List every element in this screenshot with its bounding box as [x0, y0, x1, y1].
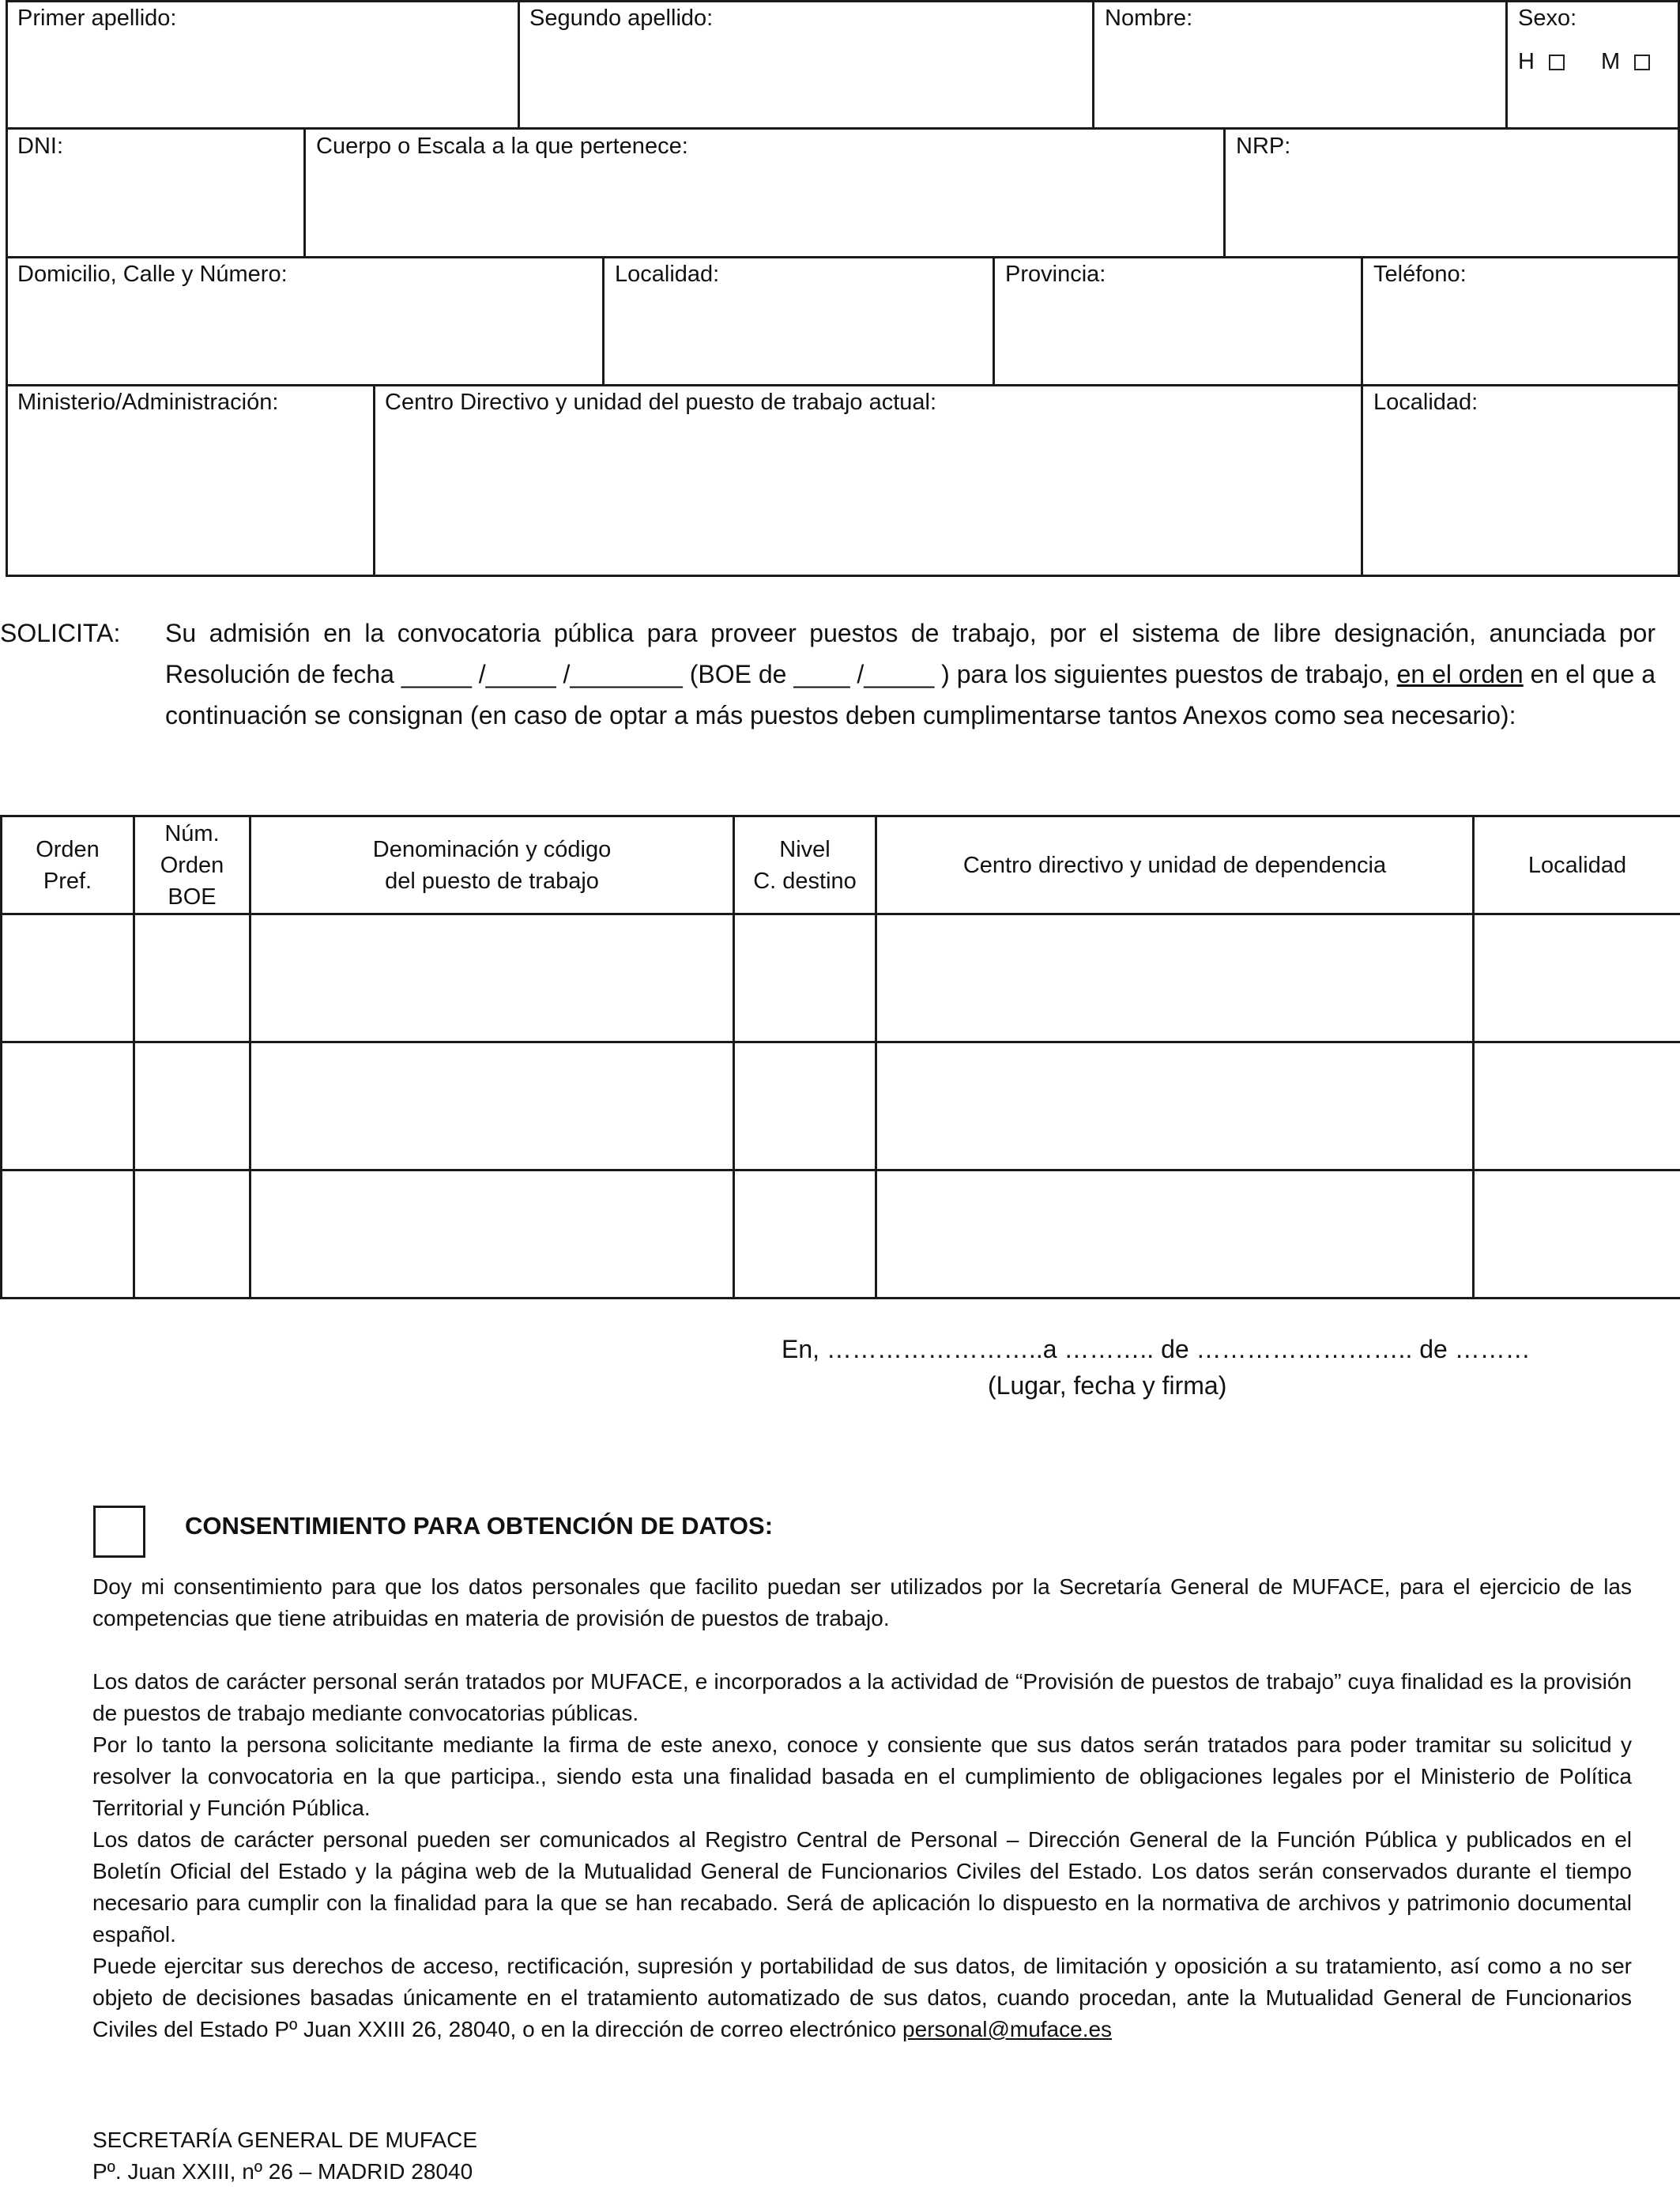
grid-line: [6, 0, 8, 577]
cell-localidad[interactable]: [1474, 914, 1680, 1042]
contact-email-link[interactable]: personal@muface.es: [902, 2017, 1113, 2041]
grid-line: [1505, 0, 1508, 128]
consent-rights-text: Puede ejercitar sus derechos de acceso, rectificación, supresión y portabilidad de sus datos, de limitación y oposición a su tratamiento, así como a no ser objeto de decisiones basadas únicamente en el tratamiento automatizado de sus datos, cuando procedan, ante la Mutualidad General de Funcionarios Civiles del Estado Pº Juan XXIII 26, 28040, o en la dirección de correo electrónico: [92, 1954, 1632, 2041]
table-row: [2, 1170, 1680, 1299]
cell-denominacion[interactable]: [250, 1170, 734, 1299]
grid-line: [1092, 0, 1094, 128]
solicita-text-after: en el que a continuación se consignan (en caso de optar a más puestos deben cumplimentarse tantos Anexos como sea necesario):: [165, 660, 1656, 729]
field-cuerpo-escala[interactable]: Cuerpo o Escala a la que pertenece:: [316, 134, 688, 159]
cell-nivel[interactable]: [734, 1170, 876, 1299]
field-sexo-label: Sexo:: [1518, 6, 1577, 31]
grid-line: [1361, 256, 1363, 386]
consent-checkbox[interactable]: [93, 1506, 145, 1558]
header-line: Orden: [160, 852, 224, 878]
grid-line: [303, 127, 306, 257]
cell-num-orden-boe[interactable]: [134, 1042, 250, 1170]
consent-title: CONSENTIMIENTO PARA OBTENCIÓN DE DATOS:: [185, 1512, 774, 1540]
field-telefono[interactable]: Teléfono:: [1373, 262, 1467, 287]
grid-line: [6, 575, 1680, 577]
cell-nivel[interactable]: [734, 914, 876, 1042]
header-line: Nivel: [779, 836, 831, 862]
col-header-num-orden-boe: [134, 816, 250, 914]
solicita-text-before: Su admisión en la convocatoria pública para proveer puestos de trabajo, por el sistema de libre designación, anunciada por Resolución de fecha _____ /_____ /________ (BOE de ____ /_____ ) para los siguientes puestos de trabajo,: [165, 619, 1656, 688]
sexo-m-label: M: [1601, 49, 1621, 74]
sexo-m-checkbox[interactable]: [1634, 55, 1650, 70]
cell-denominacion[interactable]: [250, 914, 734, 1042]
grid-line: [1361, 384, 1363, 576]
header-line: BOE: [168, 884, 217, 910]
field-segundo-apellido[interactable]: Segundo apellido:: [529, 6, 714, 31]
positions-table: [0, 815, 1680, 1299]
solicita-underlined: en el orden: [1396, 660, 1524, 688]
footer-street: Pº. Juan XXIII, nº 26 – MADRID 28040: [92, 2159, 473, 2184]
field-localidad-trabajo[interactable]: Localidad:: [1373, 390, 1478, 415]
grid-line: [6, 384, 1680, 386]
grid-line: [518, 0, 520, 128]
col-header-orden-pref: [2, 816, 134, 914]
col-header-nivel: [734, 816, 876, 914]
grid-line: [1223, 127, 1226, 257]
solicita-label: SOLICITA:: [0, 619, 121, 647]
field-centro-directivo[interactable]: Centro Directivo y unidad del puesto de trabajo actual:: [385, 390, 937, 415]
cell-num-orden-boe[interactable]: [134, 1170, 250, 1299]
field-domicilio[interactable]: Domicilio, Calle y Número:: [17, 262, 288, 287]
header-line: Núm.: [164, 820, 220, 846]
cell-centro[interactable]: [876, 914, 1474, 1042]
place-date-line[interactable]: En, ……………………..a ……….. de …………………….. de ………: [782, 1335, 1531, 1363]
header-line: del puesto de trabajo: [385, 868, 599, 894]
grid-line: [6, 127, 1680, 130]
header-line: Denominación y código: [372, 836, 612, 862]
field-dni[interactable]: DNI:: [17, 134, 63, 159]
field-provincia[interactable]: Provincia:: [1005, 262, 1106, 287]
cell-orden-pref[interactable]: [2, 914, 134, 1042]
col-header-denominacion: [250, 816, 734, 914]
grid-line: [373, 384, 375, 576]
field-nrp[interactable]: NRP:: [1236, 134, 1291, 159]
field-primer-apellido[interactable]: Primer apellido:: [17, 6, 177, 31]
cell-denominacion[interactable]: [250, 1042, 734, 1170]
cell-orden-pref[interactable]: [2, 1042, 134, 1170]
consent-paragraph: [92, 1951, 1632, 2045]
cell-centro[interactable]: [876, 1042, 1474, 1170]
consent-paragraph: Por lo tanto la persona solicitante mediante la firma de este anexo, conoce y consiente que sus datos serán tratados para poder tramitar su solicitud y resolver la convocatoria en la que participa., siendo esta una finalidad basada en el cumplimiento de obligaciones legales por el Ministerio de Política Territorial y Función Pública.: [92, 1732, 1632, 1820]
header-line: Pref.: [43, 868, 92, 894]
consent-paragraph: Los datos de carácter personal pueden ser comunicados al Registro Central de Personal – Dirección General de la Función Pública y publicados en el Boletín Oficial del Estado y la página web de la Mutualidad General de Funcionarios Civiles del Estado. Los datos serán conservados durante el tiempo necesario para cumplir con la finalidad para la que se han recabado. Será de aplicación lo dispuesto en la normativa de archivos y patrimonio documental español.: [92, 1827, 1632, 1947]
field-localidad[interactable]: Localidad:: [615, 262, 720, 287]
col-header-localidad: Localidad: [1474, 816, 1680, 914]
col-header-centro: Centro directivo y unidad de dependencia: [876, 816, 1474, 914]
consent-paragraph: Los datos de carácter personal serán tratados por MUFACE, e incorporados a la actividad de “Provisión de puestos de trabajo” cuya finalidad es la provisión de puestos de trabajo mediante convocatorias públicas.: [92, 1669, 1632, 1725]
table-header-row: [2, 816, 1680, 914]
table-row: [2, 1042, 1680, 1170]
grid-line: [993, 256, 995, 386]
grid-line: [6, 256, 1680, 258]
consent-body: [92, 1571, 1632, 2045]
sexo-h-label: H: [1518, 49, 1535, 74]
cell-orden-pref[interactable]: [2, 1170, 134, 1299]
grid-line: [602, 256, 605, 386]
field-nombre[interactable]: Nombre:: [1105, 6, 1193, 31]
cell-nivel[interactable]: [734, 1042, 876, 1170]
sexo-h-checkbox[interactable]: [1549, 55, 1565, 70]
footer-address: [92, 2124, 477, 2188]
cell-num-orden-boe[interactable]: [134, 914, 250, 1042]
field-ministerio[interactable]: Ministerio/Administración:: [17, 390, 279, 415]
table-row: [2, 914, 1680, 1042]
footer-org: SECRETARÍA GENERAL DE MUFACE: [92, 2128, 477, 2152]
consent-paragraph: Doy mi consentimiento para que los datos personales que facilito puedan ser utilizados por la Secretaría General de MUFACE, para el ejercicio de las competencias que tiene atribuidas en materia de provisión de puestos de trabajo.: [92, 1574, 1632, 1630]
place-date-caption: (Lugar, fecha y firma): [988, 1371, 1227, 1400]
cell-localidad[interactable]: [1474, 1170, 1680, 1299]
header-line: C. destino: [753, 868, 857, 894]
grid-line: [6, 0, 1680, 2]
cell-localidad[interactable]: [1474, 1042, 1680, 1170]
sexo-options: [1518, 48, 1650, 75]
solicita-paragraph: [165, 613, 1656, 736]
header-line: Orden: [36, 836, 100, 862]
cell-centro[interactable]: [876, 1170, 1474, 1299]
